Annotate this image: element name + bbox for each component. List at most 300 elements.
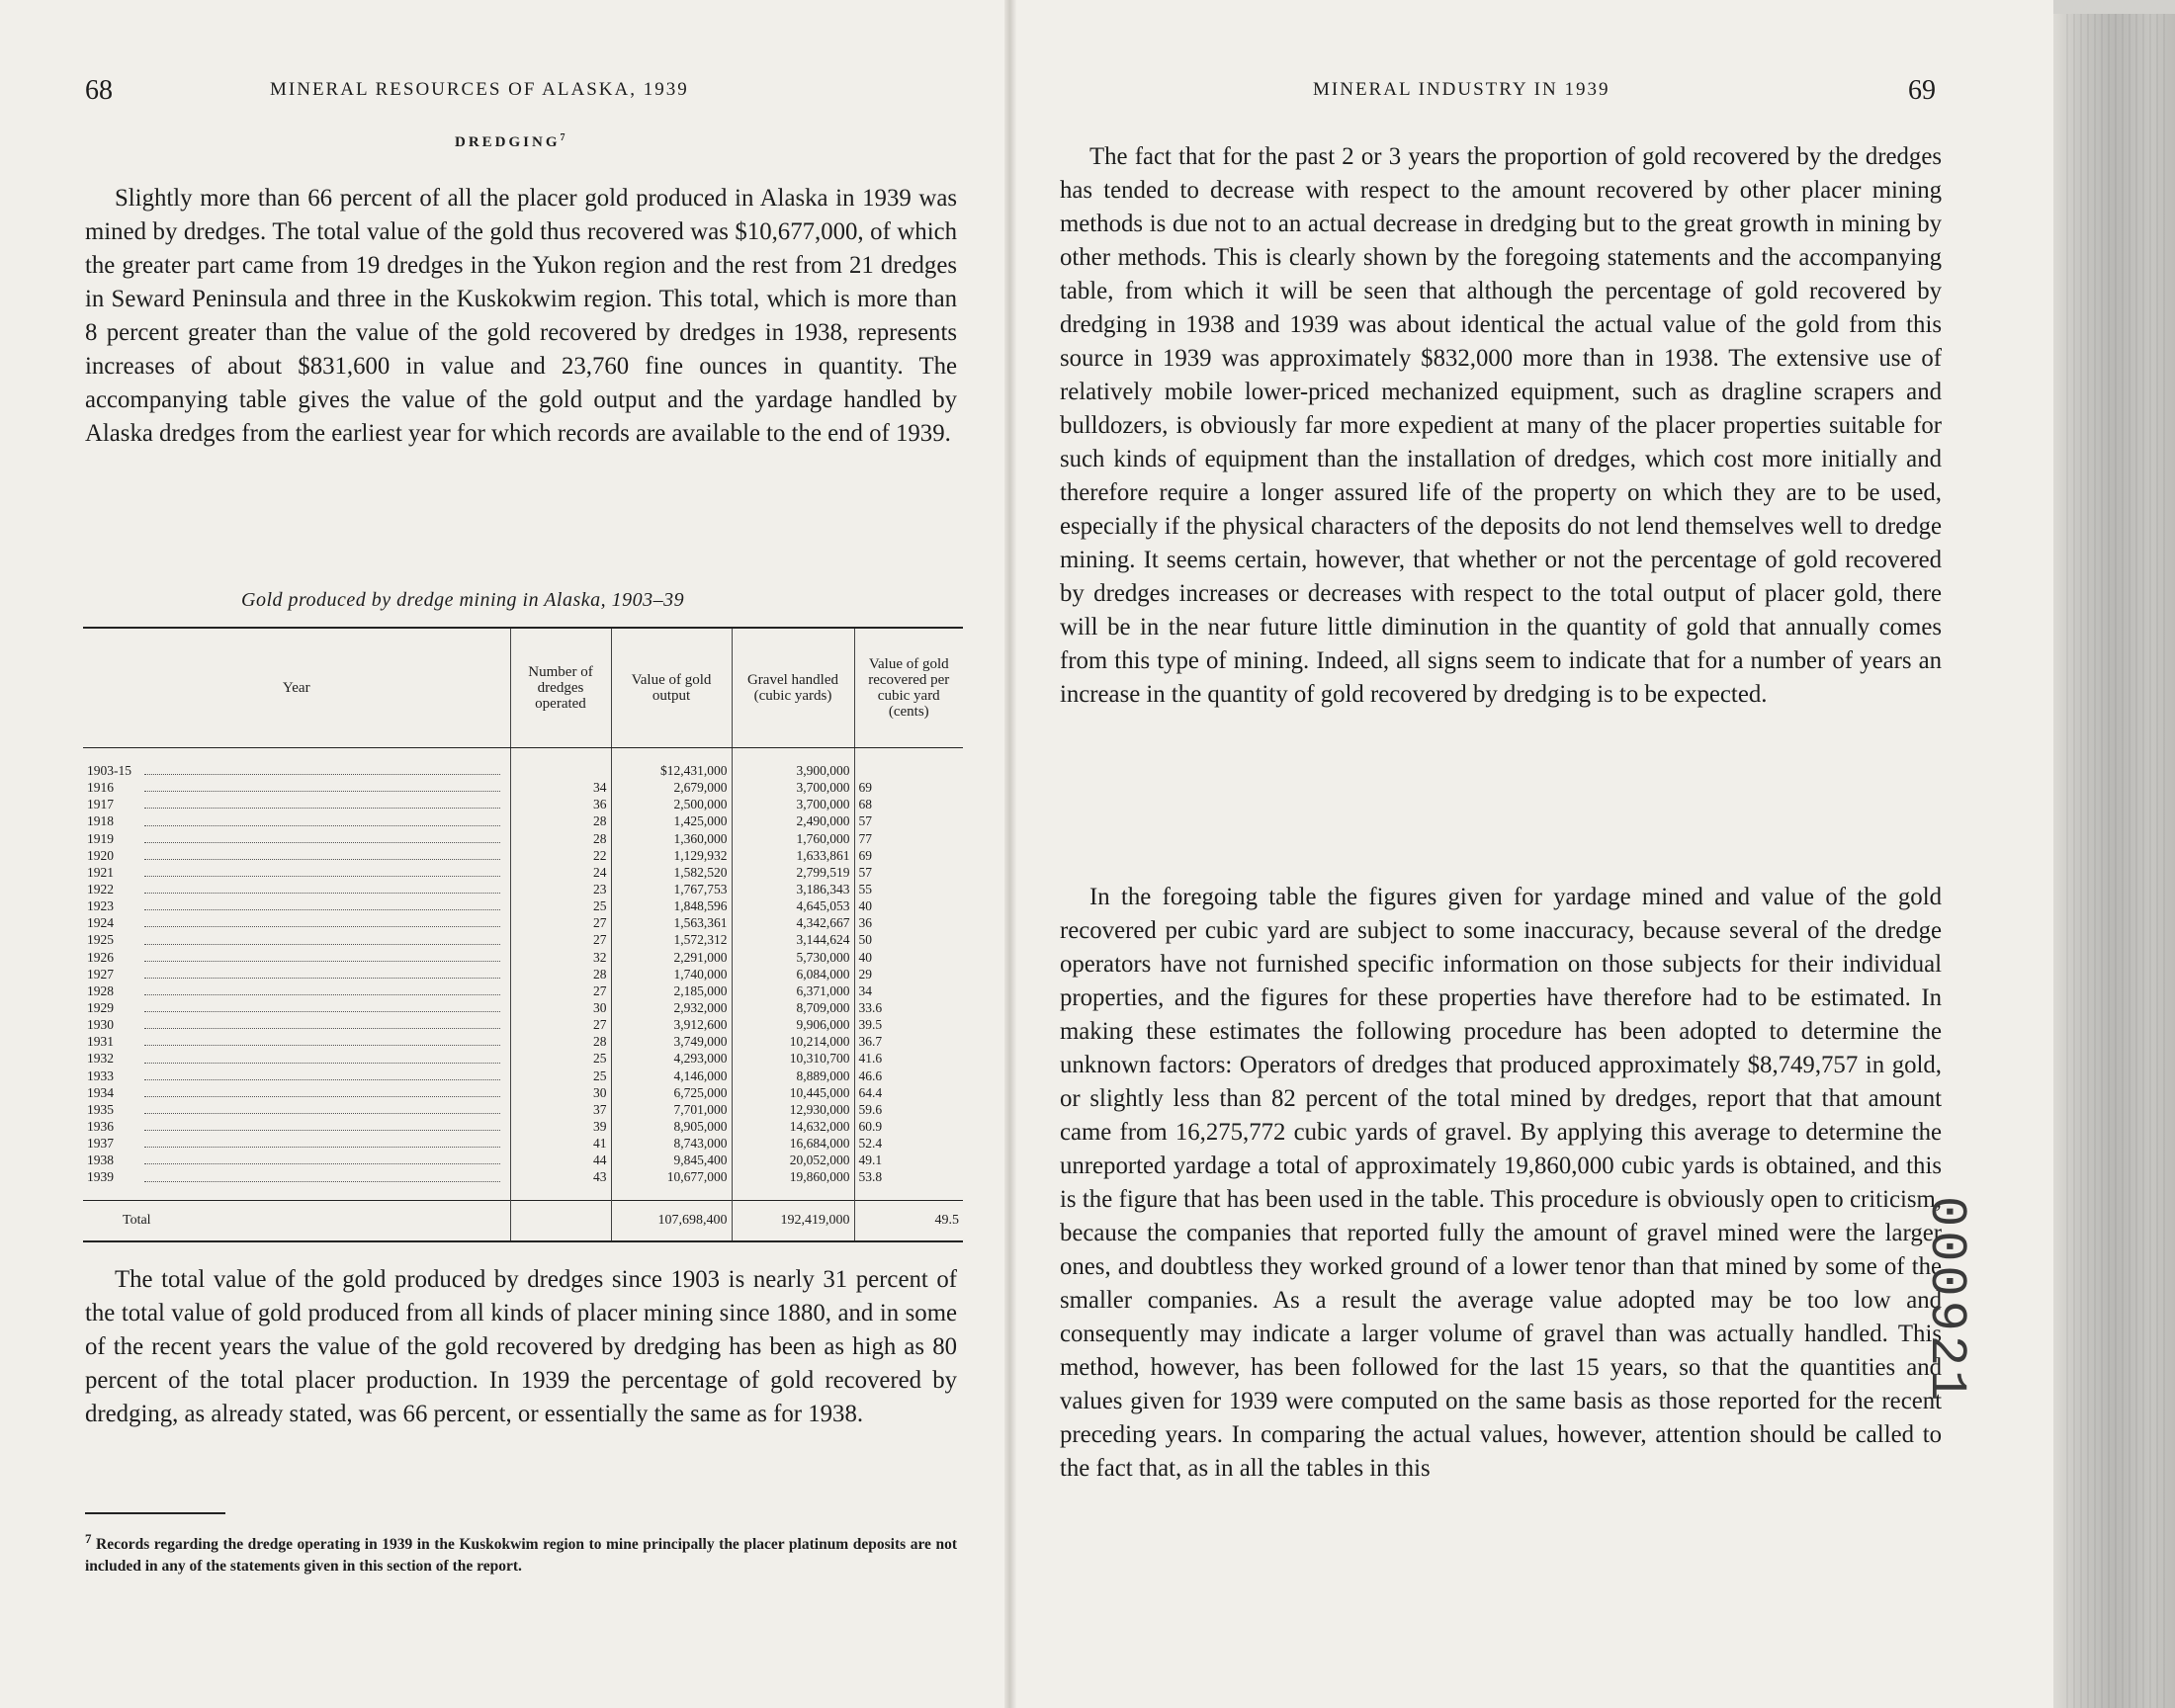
gravel-cell bbox=[732, 1118, 854, 1135]
year-cell bbox=[83, 1068, 510, 1084]
header-gravel: Gravel handled (cubic yards) bbox=[732, 628, 854, 748]
per-yard-cell-value: 69 bbox=[858, 847, 872, 863]
dredges-cell-value: 34 bbox=[593, 780, 607, 796]
per-yard-cell bbox=[854, 999, 963, 1016]
dredges-cell bbox=[510, 779, 611, 796]
value-cell bbox=[611, 1033, 732, 1050]
year-cell-value: 1923 bbox=[87, 898, 114, 914]
dot-leader bbox=[144, 1028, 500, 1029]
dot-leader bbox=[144, 893, 500, 894]
dredges-cell bbox=[510, 864, 611, 881]
year-cell-value: 1928 bbox=[87, 982, 114, 998]
dot-leader bbox=[144, 994, 500, 995]
dot-leader bbox=[144, 1113, 500, 1114]
per-yard-cell bbox=[854, 1168, 963, 1185]
gravel-cell-value: 10,214,000 bbox=[789, 1034, 850, 1050]
year-cell-value: 1932 bbox=[87, 1051, 114, 1067]
year-cell bbox=[83, 1084, 510, 1101]
per-yard-cell-value: 53.8 bbox=[858, 1169, 883, 1185]
value-cell-value: 1,848,596 bbox=[673, 898, 728, 914]
page-edge-lines bbox=[2066, 0, 2165, 1708]
value-cell-value: 1,360,000 bbox=[673, 830, 728, 846]
gravel-cell-value: 10,310,700 bbox=[789, 1051, 850, 1067]
year-cell-value: 1935 bbox=[87, 1101, 114, 1117]
value-cell-value: $12,431,000 bbox=[660, 763, 728, 779]
dot-leader bbox=[144, 1045, 500, 1046]
per-yard-cell bbox=[854, 949, 963, 966]
year-cell bbox=[83, 1033, 510, 1050]
table-row bbox=[83, 847, 963, 864]
dredges-cell bbox=[510, 966, 611, 982]
year-cell bbox=[83, 1101, 510, 1118]
per-yard-cell bbox=[854, 982, 963, 999]
per-yard-cell bbox=[854, 779, 963, 796]
table-row bbox=[83, 897, 963, 914]
value-cell bbox=[611, 982, 732, 999]
gravel-cell bbox=[732, 847, 854, 864]
table-row bbox=[83, 1084, 963, 1101]
year-cell-value: 1919 bbox=[87, 830, 114, 846]
value-cell-value: 1,582,520 bbox=[673, 864, 728, 880]
gravel-cell-value: 6,371,000 bbox=[796, 982, 850, 998]
year-cell-value: 1939 bbox=[87, 1169, 114, 1185]
dredges-cell-value: 30 bbox=[593, 1000, 607, 1016]
dredges-cell bbox=[510, 1084, 611, 1101]
dredges-cell-value: 39 bbox=[593, 1119, 607, 1135]
gravel-cell-value: 8,889,000 bbox=[796, 1068, 850, 1083]
year-cell bbox=[83, 830, 510, 847]
dredges-cell bbox=[510, 830, 611, 847]
table-row bbox=[83, 1033, 963, 1050]
book-gutter bbox=[1004, 0, 1016, 1708]
dot-leader bbox=[144, 808, 500, 809]
gravel-cell-value: 2,490,000 bbox=[796, 813, 850, 829]
table-title: Gold produced by dredge mining in Alaska, 1903–39 bbox=[241, 589, 685, 611]
value-cell bbox=[611, 779, 732, 796]
dot-leader bbox=[144, 1181, 500, 1182]
dot-leader bbox=[144, 774, 500, 775]
header-dredges: Number of dredges operated bbox=[510, 628, 611, 748]
value-cell-value: 2,500,000 bbox=[673, 797, 728, 812]
per-yard-cell-value: 64.4 bbox=[858, 1084, 883, 1100]
left-paragraph-1-text: Slightly more than 66 percent of all the placer gold produced in Alaska in 1939 was mined by dredges. The total value of the gold thus recovered was $10,677,000, of which the greater part came from 19 dredges in the Yukon region and the rest from 21 dredges in Seward Peninsula and three in the Kuskokwim region. This total, which is more than 8 percent greater than the value of the gold recovered by dredges in 1938, represents increases of about $831,600 in value and 23,760 fine ounces in quantity. The accompanying table gives the value of the gold output and the yardage handled by Alaska dredges from the earliest year for which records are available to the end of 1939. bbox=[85, 185, 957, 447]
value-cell bbox=[611, 864, 732, 881]
dredges-cell-value: 28 bbox=[593, 813, 607, 829]
year-cell bbox=[83, 914, 510, 931]
value-cell bbox=[611, 1068, 732, 1084]
dredges-cell bbox=[510, 914, 611, 931]
year-cell-value: 1931 bbox=[87, 1034, 114, 1050]
per-yard-cell-value: 69 bbox=[858, 780, 872, 796]
value-cell bbox=[611, 914, 732, 931]
dredges-cell bbox=[510, 762, 611, 779]
year-cell bbox=[83, 881, 510, 897]
table-row bbox=[83, 812, 963, 829]
gravel-cell-value: 3,186,343 bbox=[796, 882, 850, 897]
year-cell-value: 1921 bbox=[87, 864, 114, 880]
left-page-number: 68 bbox=[85, 75, 113, 106]
per-yard-cell bbox=[854, 1101, 963, 1118]
per-yard-cell bbox=[854, 812, 963, 829]
per-yard-cell-value: 39.5 bbox=[858, 1017, 883, 1033]
table-spacer-row bbox=[83, 748, 963, 763]
value-cell bbox=[611, 897, 732, 914]
year-cell bbox=[83, 762, 510, 779]
year-cell bbox=[83, 1152, 510, 1168]
gravel-cell-value: 4,342,667 bbox=[796, 915, 850, 931]
dot-leader bbox=[144, 1130, 500, 1131]
year-cell-value: 1933 bbox=[87, 1068, 114, 1083]
gravel-cell bbox=[732, 796, 854, 812]
value-cell-value: 10,677,000 bbox=[666, 1169, 728, 1185]
year-cell bbox=[83, 949, 510, 966]
table-row bbox=[83, 1168, 963, 1185]
per-yard-cell-value: 68 bbox=[858, 797, 872, 812]
table-row bbox=[83, 1101, 963, 1118]
table-row bbox=[83, 1118, 963, 1135]
right-paragraph-1 bbox=[1060, 140, 1942, 712]
table-row bbox=[83, 1050, 963, 1067]
dredges-cell bbox=[510, 1068, 611, 1084]
gravel-cell bbox=[732, 1152, 854, 1168]
gravel-cell bbox=[732, 1168, 854, 1185]
left-paragraph-2 bbox=[85, 1263, 957, 1431]
year-cell-value: 1927 bbox=[87, 966, 114, 982]
value-cell-value: 8,743,000 bbox=[673, 1136, 728, 1152]
total-value-cell-value: 107,698,400 bbox=[657, 1213, 728, 1229]
right-paragraph-2 bbox=[1060, 881, 1942, 1486]
per-yard-cell-value: 34 bbox=[858, 982, 872, 998]
per-yard-cell bbox=[854, 796, 963, 812]
dredges-cell bbox=[510, 1016, 611, 1033]
gravel-cell-value: 3,900,000 bbox=[796, 763, 850, 779]
per-yard-cell bbox=[854, 1118, 963, 1135]
dredges-cell bbox=[510, 1033, 611, 1050]
dredges-cell bbox=[510, 847, 611, 864]
dot-leader bbox=[144, 859, 500, 860]
value-cell-value: 2,932,000 bbox=[673, 1000, 728, 1016]
dredges-cell bbox=[510, 1152, 611, 1168]
right-paragraph-1-text: The fact that for the past 2 or 3 years the proportion of gold recovered by the dredges has tended to decrease with respect to the amount recovered by other placer mining methods is due not to an actual decrease in dredging but to the great growth in mining by other methods. This is clearly shown by the foregoing statements and the accompanying table, from which it will be seen that although the percentage of gold recovered by dredging in 1938 and 1939 was about identical the actual value of the gold from this source in 1939 was approximately $832,000 more than in 1938. The extensive use of relatively mobile lower-priced mechanized equipment, such as dragline scrapers and bulldozers, is obviously far more expedient at many of the placer properties suitable for such kinds of equipment than the installation of dredges, which cost more initially and therefore require a longer assured life of the property on which they are to be used, especially if the physical characters of the deposits do not lend themselves well to dredge mining. It seems certain, however, that whether or not the percentage of gold recovered by dredges increases or decreases with respect to the total output of placer gold, there will be in the near future little diminution in the quantity of gold that annually comes from this type of mining. Indeed, all signs seem to indicate that for a number of years an increase in the quantity of gold recovered by dredging is to be expected. bbox=[1060, 143, 1942, 708]
gravel-cell bbox=[732, 982, 854, 999]
per-yard-cell bbox=[854, 1033, 963, 1050]
gravel-cell bbox=[732, 1016, 854, 1033]
per-yard-cell-value: 57 bbox=[858, 813, 872, 829]
year-cell bbox=[83, 897, 510, 914]
value-cell-value: 8,905,000 bbox=[673, 1119, 728, 1135]
gravel-cell bbox=[732, 779, 854, 796]
value-cell bbox=[611, 1050, 732, 1067]
dot-leader bbox=[144, 1079, 500, 1080]
gravel-cell-value: 4,645,053 bbox=[796, 898, 850, 914]
gravel-cell bbox=[732, 1101, 854, 1118]
table-row bbox=[83, 999, 963, 1016]
total-dredges-cell bbox=[510, 1200, 611, 1241]
dredges-cell-value: 28 bbox=[593, 830, 607, 846]
value-cell-value: 1,129,932 bbox=[673, 847, 728, 863]
gravel-cell-value: 14,632,000 bbox=[789, 1119, 850, 1135]
per-yard-cell-value: 33.6 bbox=[858, 1000, 883, 1016]
table-row bbox=[83, 982, 963, 999]
gravel-cell-value: 1,760,000 bbox=[796, 830, 850, 846]
year-cell-value: 1930 bbox=[87, 1017, 114, 1033]
per-yard-cell-value: 49.1 bbox=[858, 1153, 883, 1168]
total-label-cell-value: Total bbox=[123, 1213, 151, 1229]
table-row bbox=[83, 914, 963, 931]
dredges-cell bbox=[510, 1118, 611, 1135]
table-row bbox=[83, 931, 963, 948]
value-cell-value: 2,291,000 bbox=[673, 949, 728, 965]
per-yard-cell bbox=[854, 931, 963, 948]
table-header-row bbox=[83, 628, 963, 748]
gravel-cell bbox=[732, 1135, 854, 1152]
table-row bbox=[83, 1152, 963, 1168]
table-spacer-row bbox=[83, 1186, 963, 1201]
dredges-cell bbox=[510, 881, 611, 897]
gravel-cell bbox=[732, 966, 854, 982]
value-cell bbox=[611, 1118, 732, 1135]
per-yard-cell-value: 40 bbox=[858, 898, 872, 914]
per-yard-cell bbox=[854, 847, 963, 864]
year-cell bbox=[83, 796, 510, 812]
value-cell bbox=[611, 1152, 732, 1168]
left-paragraph-1 bbox=[85, 182, 957, 451]
per-yard-cell-value: 77 bbox=[858, 830, 872, 846]
per-yard-cell bbox=[854, 966, 963, 982]
dot-leader bbox=[144, 876, 500, 877]
value-cell bbox=[611, 812, 732, 829]
per-yard-cell bbox=[854, 1084, 963, 1101]
per-yard-cell bbox=[854, 1152, 963, 1168]
gravel-cell-value: 12,930,000 bbox=[789, 1101, 850, 1117]
total-gravel-cell-value: 192,419,000 bbox=[780, 1213, 850, 1229]
dot-leader bbox=[144, 791, 500, 792]
footnote-rule bbox=[85, 1512, 225, 1514]
dredges-cell-value: 30 bbox=[593, 1084, 607, 1100]
value-cell bbox=[611, 949, 732, 966]
table-row bbox=[83, 779, 963, 796]
year-cell-value: 1903-15 bbox=[87, 763, 131, 779]
per-yard-cell-value: 29 bbox=[858, 966, 872, 982]
right-running-head: MINERAL INDUSTRY IN 1939 bbox=[1313, 79, 1610, 100]
value-cell bbox=[611, 762, 732, 779]
year-cell-value: 1926 bbox=[87, 949, 114, 965]
value-cell-value: 1,572,312 bbox=[673, 932, 728, 948]
dot-leader bbox=[144, 978, 500, 979]
year-cell-value: 1934 bbox=[87, 1084, 114, 1100]
dot-leader bbox=[144, 1063, 500, 1064]
per-yard-cell bbox=[854, 762, 963, 779]
per-yard-cell-value: 41.6 bbox=[858, 1051, 883, 1067]
table-row bbox=[83, 1016, 963, 1033]
table-row bbox=[83, 1068, 963, 1084]
archive-stamp: 000921 bbox=[1917, 1196, 1975, 1406]
gravel-cell-value: 3,700,000 bbox=[796, 780, 850, 796]
dredges-cell-value: 23 bbox=[593, 882, 607, 897]
value-cell-value: 3,749,000 bbox=[673, 1034, 728, 1050]
gravel-cell-value: 3,700,000 bbox=[796, 797, 850, 812]
year-cell bbox=[83, 864, 510, 881]
dredges-cell-value: 37 bbox=[593, 1101, 607, 1117]
total-per-yard-cell bbox=[854, 1200, 963, 1241]
total-gravel-cell bbox=[732, 1200, 854, 1241]
gravel-cell bbox=[732, 1068, 854, 1084]
gravel-cell bbox=[732, 1033, 854, 1050]
value-cell bbox=[611, 847, 732, 864]
dredges-cell-value: 24 bbox=[593, 864, 607, 880]
dredges-cell bbox=[510, 1101, 611, 1118]
left-running-head: MINERAL RESOURCES OF ALASKA, 1939 bbox=[270, 79, 689, 100]
dredges-cell-value: 27 bbox=[593, 982, 607, 998]
dredges-cell bbox=[510, 982, 611, 999]
dot-leader bbox=[144, 1096, 500, 1097]
per-yard-cell-value: 55 bbox=[858, 882, 872, 897]
table-body bbox=[83, 748, 963, 1241]
gravel-cell-value: 1,633,861 bbox=[796, 847, 850, 863]
dredges-cell bbox=[510, 931, 611, 948]
year-cell-value: 1920 bbox=[87, 847, 114, 863]
dredges-cell-value: 25 bbox=[593, 1068, 607, 1083]
dredges-cell-value: 44 bbox=[593, 1153, 607, 1168]
gravel-cell bbox=[732, 864, 854, 881]
table-row bbox=[83, 762, 963, 779]
per-yard-cell bbox=[854, 830, 963, 847]
left-paragraph-2-text: The total value of the gold produced by dredges since 1903 is nearly 31 percent of the total value of gold produced from all kinds of placer mining since 1880, and in some of the recent years the value of the gold recovered by dredging has been as high as 80 percent of the total placer production. In 1939 the percentage of gold recovered by dredging, as already stated, was 66 percent, or essentially the same as for 1938. bbox=[85, 1266, 957, 1427]
gravel-cell-value: 19,860,000 bbox=[789, 1169, 850, 1185]
year-cell bbox=[83, 931, 510, 948]
value-cell bbox=[611, 881, 732, 897]
table-row bbox=[83, 966, 963, 982]
table-row bbox=[83, 1135, 963, 1152]
dredges-cell-value: 25 bbox=[593, 1051, 607, 1067]
value-cell bbox=[611, 1084, 732, 1101]
per-yard-cell bbox=[854, 1016, 963, 1033]
per-yard-cell bbox=[854, 914, 963, 931]
value-cell-value: 1,740,000 bbox=[673, 966, 728, 982]
dredges-cell-value: 27 bbox=[593, 1017, 607, 1033]
year-cell bbox=[83, 847, 510, 864]
table-row bbox=[83, 864, 963, 881]
dredges-cell bbox=[510, 796, 611, 812]
year-cell bbox=[83, 1050, 510, 1067]
gravel-cell-value: 5,730,000 bbox=[796, 949, 850, 965]
per-yard-cell-value: 46.6 bbox=[858, 1068, 883, 1083]
per-yard-cell bbox=[854, 881, 963, 897]
page-edge-top-band bbox=[2053, 0, 2175, 14]
dredges-cell bbox=[510, 897, 611, 914]
dot-leader bbox=[144, 926, 500, 927]
year-cell bbox=[83, 966, 510, 982]
value-cell-value: 1,767,753 bbox=[673, 882, 728, 897]
per-yard-cell-value: 36 bbox=[858, 915, 872, 931]
year-cell-value: 1929 bbox=[87, 1000, 114, 1016]
dot-leader bbox=[144, 1163, 500, 1164]
total-value-cell bbox=[611, 1200, 732, 1241]
value-cell bbox=[611, 999, 732, 1016]
dot-leader bbox=[144, 961, 500, 962]
dredges-cell-value: 27 bbox=[593, 932, 607, 948]
year-cell-value: 1924 bbox=[87, 915, 114, 931]
year-cell-value: 1922 bbox=[87, 882, 114, 897]
footnote-marker: 7 bbox=[85, 1531, 92, 1546]
value-cell-value: 4,293,000 bbox=[673, 1051, 728, 1067]
gravel-cell bbox=[732, 762, 854, 779]
gravel-cell-value: 16,684,000 bbox=[789, 1136, 850, 1152]
table-total-row bbox=[83, 1200, 963, 1241]
section-title-text: DREDGING bbox=[455, 134, 561, 150]
value-cell bbox=[611, 1168, 732, 1185]
dot-leader bbox=[144, 1011, 500, 1012]
dot-leader bbox=[144, 825, 500, 826]
dredges-cell bbox=[510, 1168, 611, 1185]
header-per-yard: Value of gold recovered per cubic yard (cents) bbox=[854, 628, 963, 748]
dredge-table bbox=[83, 627, 963, 1242]
value-cell-value: 2,679,000 bbox=[673, 780, 728, 796]
value-cell bbox=[611, 796, 732, 812]
dredges-cell-value: 27 bbox=[593, 915, 607, 931]
header-value: Value of gold output bbox=[611, 628, 732, 748]
dredges-cell-value: 43 bbox=[593, 1169, 607, 1185]
dredges-cell-value: 41 bbox=[593, 1136, 607, 1152]
value-cell bbox=[611, 931, 732, 948]
value-cell-value: 1,563,361 bbox=[673, 915, 728, 931]
year-cell-value: 1917 bbox=[87, 797, 114, 812]
dredges-cell-value: 28 bbox=[593, 966, 607, 982]
per-yard-cell-value: 40 bbox=[858, 949, 872, 965]
gravel-cell-value: 6,084,000 bbox=[796, 966, 850, 982]
per-yard-cell bbox=[854, 864, 963, 881]
per-yard-cell bbox=[854, 1135, 963, 1152]
per-yard-cell bbox=[854, 1068, 963, 1084]
per-yard-cell-value: 52.4 bbox=[858, 1136, 883, 1152]
gravel-cell bbox=[732, 1084, 854, 1101]
value-cell bbox=[611, 1135, 732, 1152]
dot-leader bbox=[144, 944, 500, 945]
gravel-cell-value: 2,799,519 bbox=[796, 864, 850, 880]
dot-leader bbox=[144, 909, 500, 910]
dredges-cell-value: 22 bbox=[593, 847, 607, 863]
year-cell-value: 1936 bbox=[87, 1119, 114, 1135]
section-title bbox=[455, 132, 566, 151]
year-cell bbox=[83, 1016, 510, 1033]
value-cell-value: 2,185,000 bbox=[673, 982, 728, 998]
year-cell bbox=[83, 982, 510, 999]
dot-leader bbox=[144, 842, 500, 843]
year-cell bbox=[83, 1135, 510, 1152]
year-cell bbox=[83, 1118, 510, 1135]
year-cell bbox=[83, 812, 510, 829]
gravel-cell bbox=[732, 914, 854, 931]
gravel-cell bbox=[732, 830, 854, 847]
gravel-cell-value: 3,144,624 bbox=[796, 932, 850, 948]
dredges-cell bbox=[510, 812, 611, 829]
right-paragraph-2-text: In the foregoing table the figures given for yardage mined and value of the gold recovered per cubic yard are subject to some inaccuracy, because several of the dredge operators have not furnished specific information on those subjects for their individual properties, and the figures for these properties have therefore had to be estimated. In making these estimates the following procedure has been adopted to determine the unknown factors: Operators of dredges that produced approximately $8,749,757 in gold, or slightly less than 82 percent of the total mined by dredges, report that that amount came from 16,275,772 cubic yards of gravel. By applying this average to determine the unreported yardage a total of approximately 19,860,000 cubic yards is obtained, and this is the figure that has been used in the table. This procedure is obviously open to criticism, because the companies that reported fully the amount of gravel mined were the larger ones, and doubtless they worked ground of a lower tenor than that mined by some of the smaller companies. As a result the average value adopted may be too low and consequently may indicate a larger volume of gravel than was actually handled. This method, however, has been followed for the last 15 years, so that the quantities and values given for 1939 were computed on the same basis as those reported for the recent preceding years. In comparing the actual values, however, attention should be called to the fact that, as in all the tables in this bbox=[1060, 884, 1942, 1482]
gravel-cell bbox=[732, 812, 854, 829]
value-cell-value: 6,725,000 bbox=[673, 1084, 728, 1100]
year-cell bbox=[83, 779, 510, 796]
year-cell-value: 1918 bbox=[87, 813, 114, 829]
dredges-cell bbox=[510, 999, 611, 1016]
per-yard-cell-value: 36.7 bbox=[858, 1034, 883, 1050]
value-cell bbox=[611, 966, 732, 982]
footnote-text: Records regarding the dredge operating in 1939 in the Kuskokwim region to mine principally the placer platinum deposits are not included in any of the statements given in this section of the report. bbox=[85, 1536, 957, 1576]
dredges-cell-value: 32 bbox=[593, 949, 607, 965]
section-footnote-marker: 7 bbox=[560, 132, 566, 143]
value-cell-value: 1,425,000 bbox=[673, 813, 728, 829]
year-cell-value: 1937 bbox=[87, 1136, 114, 1152]
gravel-cell bbox=[732, 999, 854, 1016]
per-yard-cell-value: 57 bbox=[858, 864, 872, 880]
